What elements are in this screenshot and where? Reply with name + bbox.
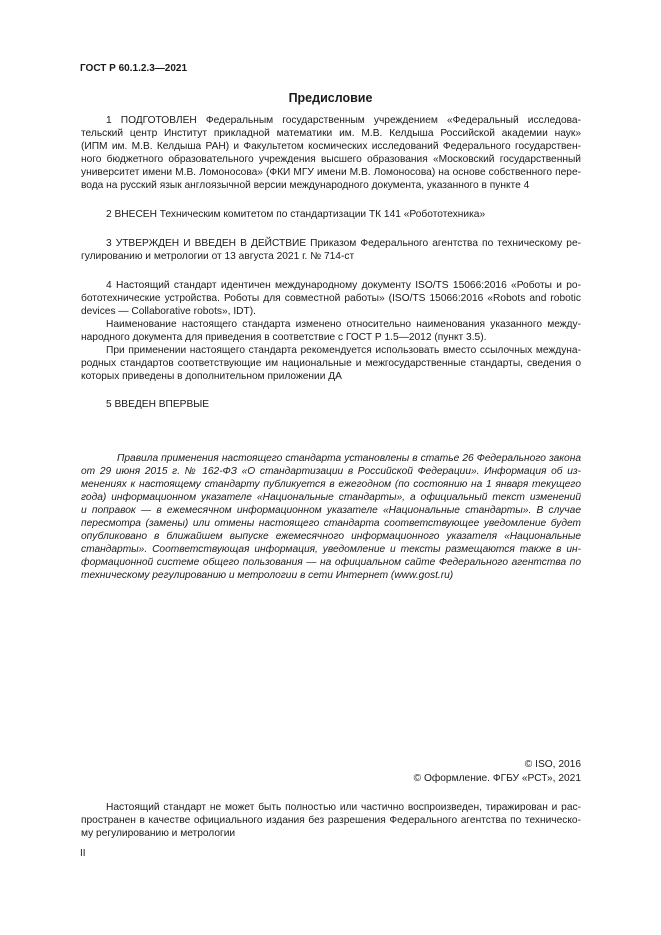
p4b-line-2: народного документа для приведения в соответствие с ГОСТ Р 1.5—2012 (пункт 3.5). bbox=[81, 332, 487, 343]
rules-line-1: Правила применения настоящего стандарта установлены в статье 26 Федерального закона bbox=[117, 453, 581, 464]
rules-line-7: опубликовано в ближайшем выпуске ежемесячного информационного указателя «Национальные bbox=[81, 531, 581, 542]
copyright-rst: © Оформление. ФГБУ «РСТ», 2021 bbox=[413, 773, 581, 784]
p4-line-3: devices — Collaborative robots», IDT). bbox=[81, 306, 256, 317]
p4b-line-1: Наименование настоящего стандарта изменено относительно наименования указанного между- bbox=[106, 319, 581, 330]
p1-line-6: вода на русский язык англоязычной версии международного документа, указанного в пункте 4 bbox=[81, 180, 530, 191]
rules-line-4: года) информационном указателе «Национальные стандарты», а официальный текст изменений bbox=[81, 492, 581, 503]
p4c-line-2: родных стандартов соответствующие им национальные и межгосударственные стандарты, сведения о bbox=[81, 358, 581, 369]
p1-line-5: университет имени М.В. Ломоносова» (ФКИ МГУ имени М.В. Ломоносова) на основе собственного пере- bbox=[81, 167, 581, 178]
notice-line-1: Настоящий стандарт не может быть полностью или частично воспроизведен, тиражирован и рас- bbox=[106, 802, 581, 813]
p5-line: 5 ВВЕДЕН ВПЕРВЫЕ bbox=[106, 399, 210, 410]
standard-code-header: ГОСТ Р 60.1.2.3—2021 bbox=[80, 63, 188, 74]
p4-line-2: бототехнические устройства. Роботы для совместной работы» (ISO/TS 15066:2016 «Robots and robotic bbox=[81, 293, 581, 304]
p4-line-1: 4 Настоящий стандарт идентичен международному документу ISO/TS 15066:2016 «Роботы и ро- bbox=[106, 280, 581, 291]
p1-line-1: 1 ПОДГОТОВЛЕН Федеральным государственным учреждением «Федеральный исследова- bbox=[106, 115, 581, 126]
rules-line-5: и поправок — в ежемесячном информационном указателе «Национальные стандарты». В случае bbox=[81, 505, 581, 516]
rules-line-3: менениях к настоящему стандарту публикуется в ежегодном (по состоянию на 1 января текущего bbox=[81, 479, 581, 490]
copyright-iso: © ISO, 2016 bbox=[524, 759, 581, 770]
notice-line-2: пространен в качестве официального издания без разрешения Федерального агентства по техническо- bbox=[81, 815, 581, 826]
p1-line-4: ного бюджетного образовательного учреждения высшего образования «Московский государственный bbox=[81, 154, 581, 165]
p1-line-3: (ИПМ им. М.В. Келдыша РАН) и Факультетом космических исследований Федерального государствен- bbox=[81, 141, 581, 152]
p4c-line-1: При применении настоящего стандарта рекомендуется использовать вместо ссылочных междуна- bbox=[106, 345, 581, 356]
p1-line-2: тельский центр Институт прикладной математики им. М.В. Келдыша Российской академии наук» bbox=[81, 128, 581, 139]
section-title: Предисловие bbox=[288, 91, 373, 105]
p3-line-2: гулированию и метрологии от 13 августа 2021 г. № 714-ст bbox=[81, 251, 355, 262]
p3-line-1: 3 УТВЕРЖДЕН И ВВЕДЕН В ДЕЙСТВИЕ Приказом Федерального агентства по техническому ре- bbox=[106, 238, 581, 249]
notice-line-3: му регулированию и метрологии bbox=[81, 828, 236, 839]
rules-line-8: стандарты». Соответствующая информация, уведомление и тексты размещаются также в ин- bbox=[81, 544, 581, 555]
rules-line-2: от 29 июня 2015 г. № 162-ФЗ «О стандартизации в Российской Федерации». Информация об из- bbox=[81, 466, 581, 477]
rules-line-6: пересмотра (замены) или отмены настоящего стандарта соответствующее уведомление будет bbox=[81, 518, 581, 529]
page-number: II bbox=[80, 848, 86, 859]
rules-line-10: техническому регулированию и метрологии в сети Интернет (www.gost.ru) bbox=[81, 570, 454, 581]
p2-line: 2 ВНЕСЕН Техническим комитетом по стандартизации ТК 141 «Робототехника» bbox=[106, 209, 486, 220]
rules-line-9: формационной системе общего пользования — на официальном сайте Федерального агентства по bbox=[81, 557, 581, 568]
p4c-line-3: которых приведены в дополнительном приложении ДА bbox=[81, 371, 342, 382]
